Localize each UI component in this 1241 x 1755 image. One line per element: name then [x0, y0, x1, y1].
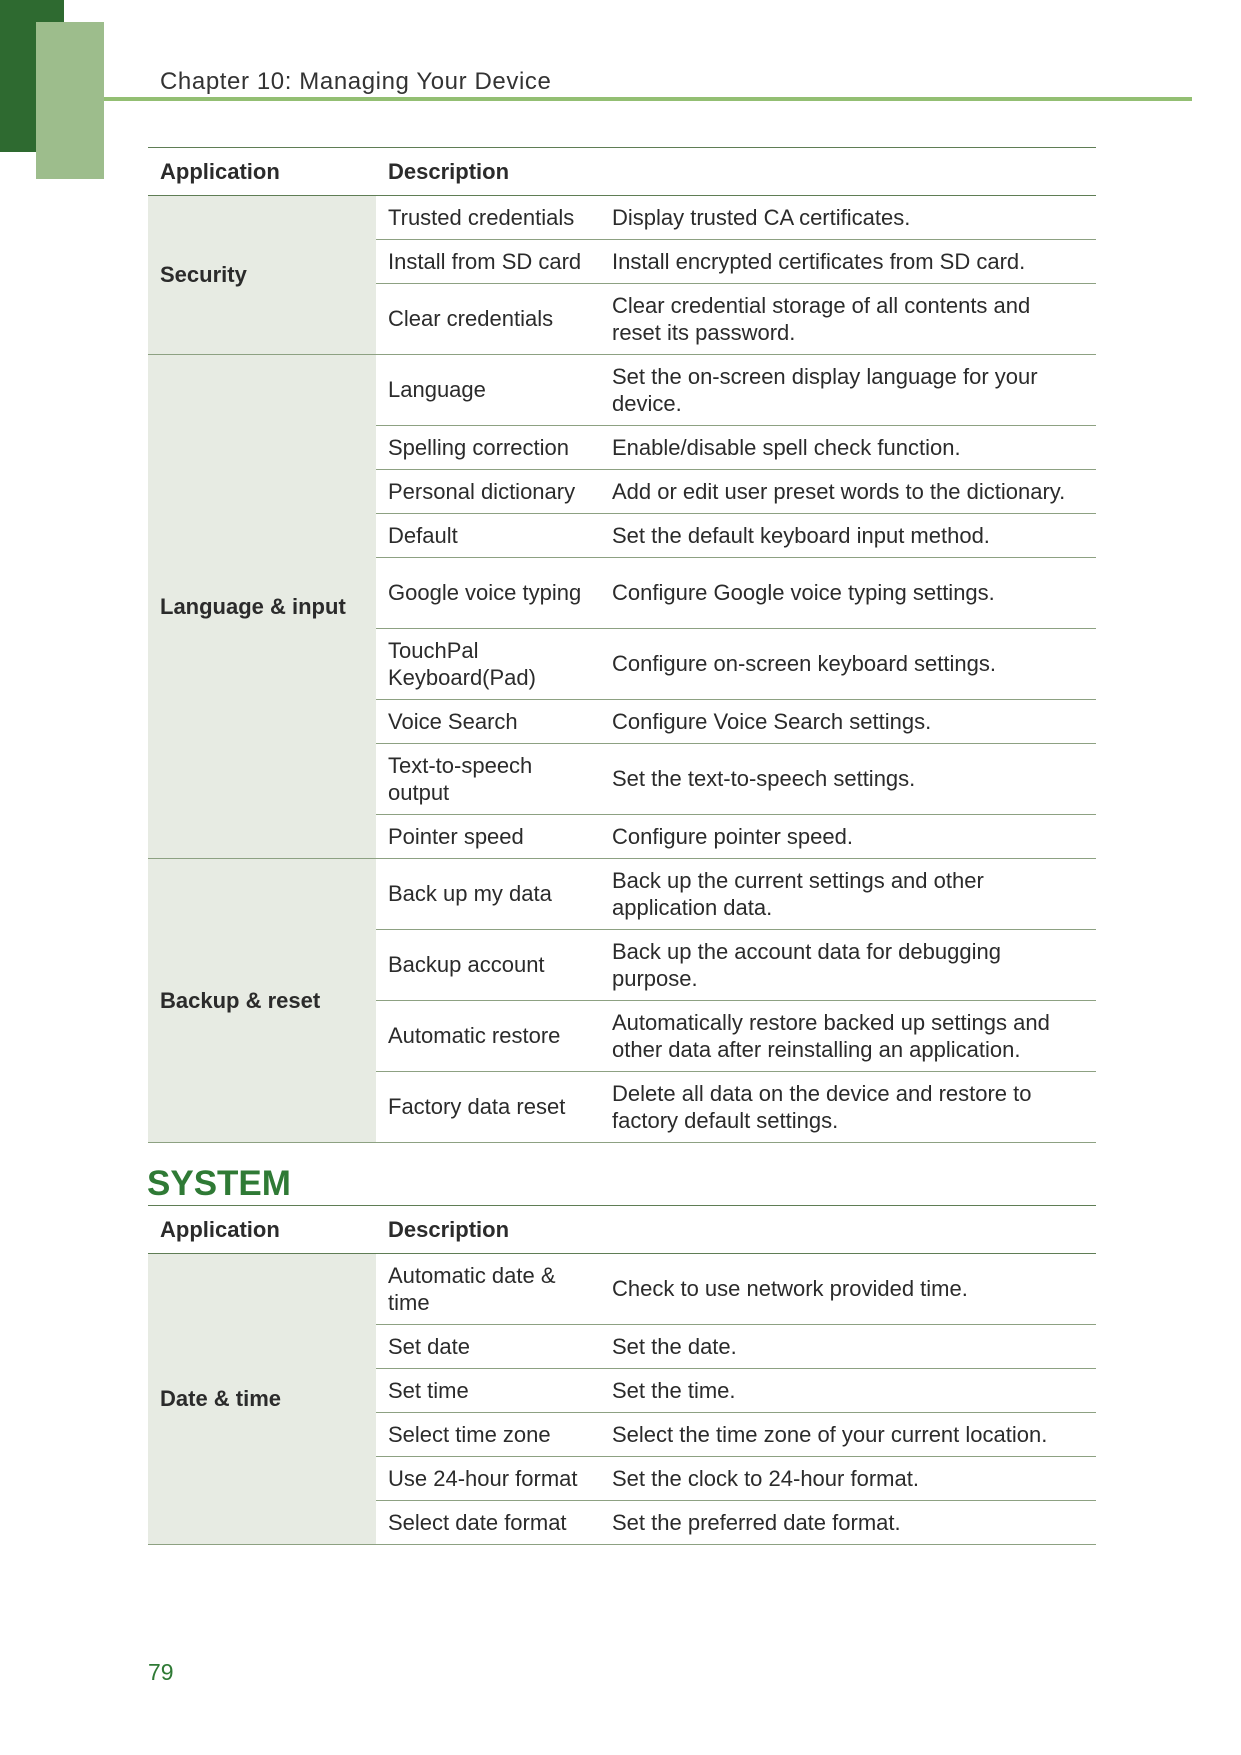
setting-description: Set the text-to-speech settings.: [600, 744, 1096, 815]
system-table: [148, 1205, 1096, 1545]
setting-name: Select time zone: [376, 1413, 600, 1457]
setting-description: Back up the account data for debugging purpose.: [600, 930, 1096, 1001]
column-header-application: Application: [148, 1206, 376, 1254]
setting-name: Set time: [376, 1369, 600, 1413]
category-cell: Backup & reset: [148, 859, 376, 1143]
setting-description: Enable/disable spell check function.: [600, 426, 1096, 470]
setting-description: Configure Google voice typing settings.: [600, 558, 1096, 629]
setting-name: Factory data reset: [376, 1072, 600, 1143]
setting-name: Back up my data: [376, 859, 600, 930]
column-header-description: Description: [376, 1206, 1096, 1254]
setting-description: Set the preferred date format.: [600, 1501, 1096, 1545]
setting-description: Configure Voice Search settings.: [600, 700, 1096, 744]
setting-name: Select date format: [376, 1501, 600, 1545]
setting-description: Configure on-screen keyboard settings.: [600, 629, 1096, 700]
category-cell: Language & input: [148, 355, 376, 859]
setting-description: Delete all data on the device and restore to factory default settings.: [600, 1072, 1096, 1143]
setting-name: Set date: [376, 1325, 600, 1369]
setting-description: Set the date.: [600, 1325, 1096, 1369]
setting-name: Personal dictionary: [376, 470, 600, 514]
setting-description: Back up the current settings and other application data.: [600, 859, 1096, 930]
category-cell: Date & time: [148, 1254, 376, 1545]
setting-name: Google voice typing: [376, 558, 600, 629]
setting-name: Automatic date & time: [376, 1254, 600, 1325]
column-header-description: Description: [376, 148, 1096, 196]
setting-name: Language: [376, 355, 600, 426]
setting-name: TouchPal Keyboard(Pad): [376, 629, 600, 700]
setting-name: Spelling correction: [376, 426, 600, 470]
setting-name: Backup account: [376, 930, 600, 1001]
setting-description: Set the on-screen display language for your device.: [600, 355, 1096, 426]
setting-description: Set the clock to 24-hour format.: [600, 1457, 1096, 1501]
setting-name: Trusted credentials: [376, 196, 600, 240]
setting-name: Clear credentials: [376, 284, 600, 355]
setting-name: Use 24-hour format: [376, 1457, 600, 1501]
table-row: [148, 196, 1096, 240]
setting-description: Display trusted CA certificates.: [600, 196, 1096, 240]
setting-name: Pointer speed: [376, 815, 600, 859]
setting-description: Configure pointer speed.: [600, 815, 1096, 859]
setting-description: Automatically restore backed up settings and other data after reinstalling an application.: [600, 1001, 1096, 1072]
setting-description: Add or edit user preset words to the dictionary.: [600, 470, 1096, 514]
category-cell: Security: [148, 196, 376, 355]
table-row: [148, 859, 1096, 930]
setting-name: Voice Search: [376, 700, 600, 744]
table-row: [148, 1254, 1096, 1325]
header-rule: [104, 97, 1192, 101]
section-title-system: SYSTEM: [147, 1164, 291, 1203]
setting-name: Text-to-speech output: [376, 744, 600, 815]
setting-description: Install encrypted certificates from SD card.: [600, 240, 1096, 284]
setting-name: Automatic restore: [376, 1001, 600, 1072]
table-row: [148, 355, 1096, 426]
chapter-tab-light: [36, 22, 104, 179]
setting-name: Default: [376, 514, 600, 558]
setting-description: Select the time zone of your current location.: [600, 1413, 1096, 1457]
setting-name: Install from SD card: [376, 240, 600, 284]
setting-description: Check to use network provided time.: [600, 1254, 1096, 1325]
setting-description: Set the default keyboard input method.: [600, 514, 1096, 558]
setting-description: Set the time.: [600, 1369, 1096, 1413]
settings-table: [148, 147, 1096, 1143]
column-header-application: Application: [148, 148, 376, 196]
page-number: 79: [148, 1659, 174, 1685]
chapter-header-title: Chapter 10: Managing Your Device: [160, 68, 552, 95]
setting-description: Clear credential storage of all contents and reset its password.: [600, 284, 1096, 355]
